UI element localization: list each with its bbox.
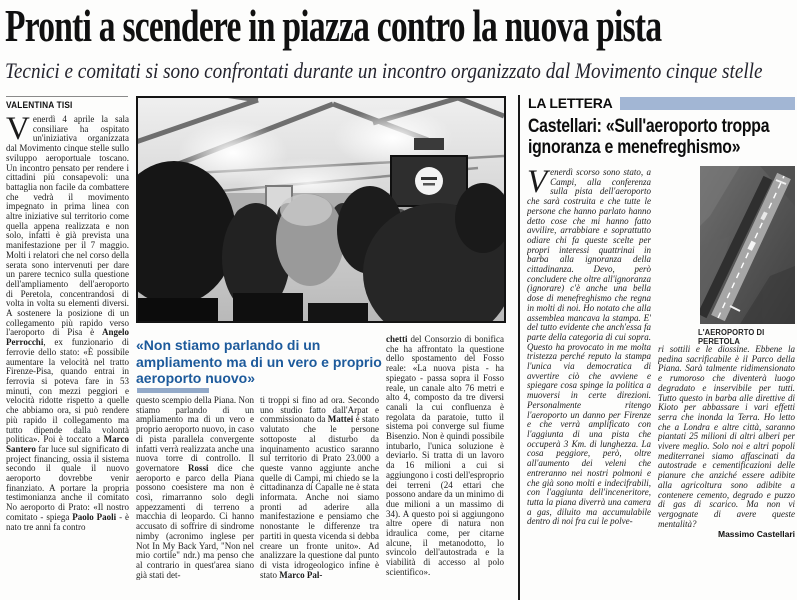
article-column-4 <box>386 335 504 600</box>
article-column-4-text: chetti del Consorzio di bonifica che ha affrontato la questione dello spostamento del Fosso reale: «La nuova pista - ha spiegato - passa sopra il Fosso reale, un canale alto 76 metri e alto 4, composto da tre diversi canali la cui confluenza è regolata da paratoie, tutto il sistema poi converge sul fiume Bisenzio. Non è quindi possibile intubarlo, l'unica soluzione è deviarlo. Si tratta di un lavoro da 16 milioni a cui si aggiungono i costi dell'esproprio dei terreni (24 ettari che possono andare da un minimo di due milioni a un massimo di 34). A questo poi si aggiungono altre opere di natura non idraulica come, per citarne alcune, il metanodotto, lo svincolo dell'autostrada e la viabilità di accesso al polo scientifico». <box>386 335 504 577</box>
airport-aerial-photo <box>700 166 795 324</box>
article-column-3 <box>260 396 379 600</box>
article-column-1 <box>6 115 129 600</box>
article-column-2 <box>136 396 254 600</box>
airport-aerial-graphic <box>700 166 795 324</box>
pull-quote: «Non stiamo parlando di un ampliamento ma di un vero e proprio aeroporto nuovo» <box>136 337 382 386</box>
section-divider <box>518 95 520 600</box>
airport-photo-caption: L'AEROPORTO DI PERETOLA <box>698 328 765 346</box>
conference-photo <box>136 96 506 323</box>
byline-rule <box>6 96 128 97</box>
pull-quote-accent-bar <box>137 388 209 393</box>
article-column-3-text: ti troppi si fino ad ora. Secondo uno studio fatto dall'Arpat e commissionato da Mattei è stato valutato che le persone sottoposte al disturbo da inquinamento acustico saranno sul territorio di Prato 23.000 a queste vanno aggiunte anche quelle di Campi, mi chiedo se la cittadinanza di Capalle ne è stata informata. Anche noi siamo pronti ad aderire alla manifestazione e pensiamo che nonostante le differenze tra partiti in questa vicenda si debba creare un fronte unito». Ad analizzare la questione dal punto di vista idrogeologico infine è stato Marco Pal- <box>260 396 379 580</box>
article-column-1-text: enerdì 4 aprile la sala consiliare ha ospitato un'iniziativa organizzata dal Movimento cinque stelle sullo sviluppo aeroportuale toscano. Un incontro pensato per rendere i cittadini più consapevoli: una battaglia non facile da combattere che vedrà il movimento impegnato in prima linea con altre iniziative sul territorio come quella appena realizzata e non solo, infatti è già prevista una manifestazione per il 7 maggio. Molti i relatori che nel corso della serata sono intervenuti per dare un parere tecnico sulla questione dell'ampliamento dell'aeroporto di Peretola, concentrandosi di volta in volta su elementi diversi. A sostenere la posizione di un collegamento più rapido verso l'aeroporto di Pisa è Angelo Perrocchi, ex funzionario di ferrovie dello stato: «È possibile aumentare la velocità nel tratto Firenze-Pisa, quando entrai in ferrovia si poteva fare in 53 minuti, con mezzi peggiori e velocità ridotte rispetto a quelle che abbiamo ora, si può rendere più rapido il collegamento ma tutto dipende dalla volontà politica». Poi è toccato a Marco Santero far luce sul significato di project financing, ossia il sistema secondo il quale il nuovo aeroporto dovrebbe venir finanziato. A portare la propria testimonianza anche il comitato No aeroporto di Prato: «Il nostro comitato - spiega Paolo Paoli - è nato tre anni fa contro <box>6 115 129 532</box>
byline: VALENTINA TISI <box>6 100 73 110</box>
letter-column-2-text: ri sottili e le diossine. Ebbene la pedina sacrificabile è il Parco della Piana. Sarà talmente ridimensionato e rumoroso che diventerà luogo degradato e inservibile per tutti. Tutto questo in barba alle direttive di Kioto per abbassare i vari effetti serra che inonda la Terra. Ho letto che a Londra e altre città, saranno piantati 25 milioni di altri alberi per vivere meglio. Solo noi e altri popoli mediterranei siamo affascinati da autostrade e cementificazioni delle pianure che anziché essere adibite alla agricoltura sono adibite a contenere cemento, degrado e puzzo di gas di scarico. Ma non vi vergognate di avere queste mentalità? <box>658 345 795 529</box>
letter-signature: Massimo Castellari <box>717 529 795 540</box>
letter-kicker-bar <box>620 97 795 110</box>
subhead: Tecnici e comitati si sono confrontati durante un incontro organizzato dal Movimento cinque stelle <box>5 58 763 83</box>
article-column-2-text: questo scempio della Piana. Non stiamo parlando di un ampliamento ma di un vero e proprio aeroporto nuovo, in caso di pista parallela convergente infatti verrà realizzata anche una nuova torre di controllo. Il governatore Rossi dice che aeroporto e parco della Piana possono coesistere ma non è così, rimarranno solo degli appezzamenti di terreno a macchia di leopardo. Ci hanno accusato di soffrire di sindrome nimby (acronimo inglese per Not In My Back Yard, "Non nel mio cortile" ndr.) ma penso che al contrario in quest'area siano già stati det- <box>136 396 254 580</box>
letter-kicker: LA LETTERA <box>528 95 613 111</box>
letter-kicker-row <box>528 95 795 111</box>
letter-column-2 <box>658 345 795 598</box>
letter-column-1 <box>527 168 651 598</box>
letter-dropcap: V <box>527 168 548 200</box>
article-dropcap: V <box>6 115 30 147</box>
letter-column-1-text: enerdì scorso sono stato, a Campi, alla conferenza sulla pista dell'aeroporto che sarà costruita e che tutte le persone che hanno parlato hanno detto cose che mi hanno fatto avvilire, arrabbiare e soprattutto odiare chi fa queste scelte per propri interessi quattrinai in barba alla ignoranza della cittadinanza. Devo, però concludere che oltre all'ignoranza (ignorare) c'è anche una bella dose di menefreghismo che regna in molti di noi. Ho notato che alla assemblea mancava la stampa. E' del tutto evidente che anch'essa fa parte della categoria di cui sopra. Questo ha provocato in me molta tristezza perché reputo la stampa l'unica via democratica di avvertire ciò che avviene e spiegare cosa spinge la politica a muoversi in certe direzioni. Personalmente ritengo l'aeroporto un danno per Firenze e che verrà amplificato con l'aggiunta di una pista che occuperà 3 Km. di lunghezza. La cosa peggiore, però, oltre all'aumento dei veleni che entreranno nei nostri polmoni e che già sono molti e indecifrabili, con l'aggiunta dell'inceneritore, tutta la piana diverrà una camera a gas, diluito ma accumulabile dentro di noi fra cui le polve- <box>527 168 651 527</box>
letter-title: Castellari: «Sull'aeroporto troppa ignoranza e menefreghismo» <box>528 115 770 158</box>
headline: Pronti a scendere in piazza contro la nuova pista <box>5 1 662 51</box>
conference-photo-graphic <box>138 98 504 321</box>
